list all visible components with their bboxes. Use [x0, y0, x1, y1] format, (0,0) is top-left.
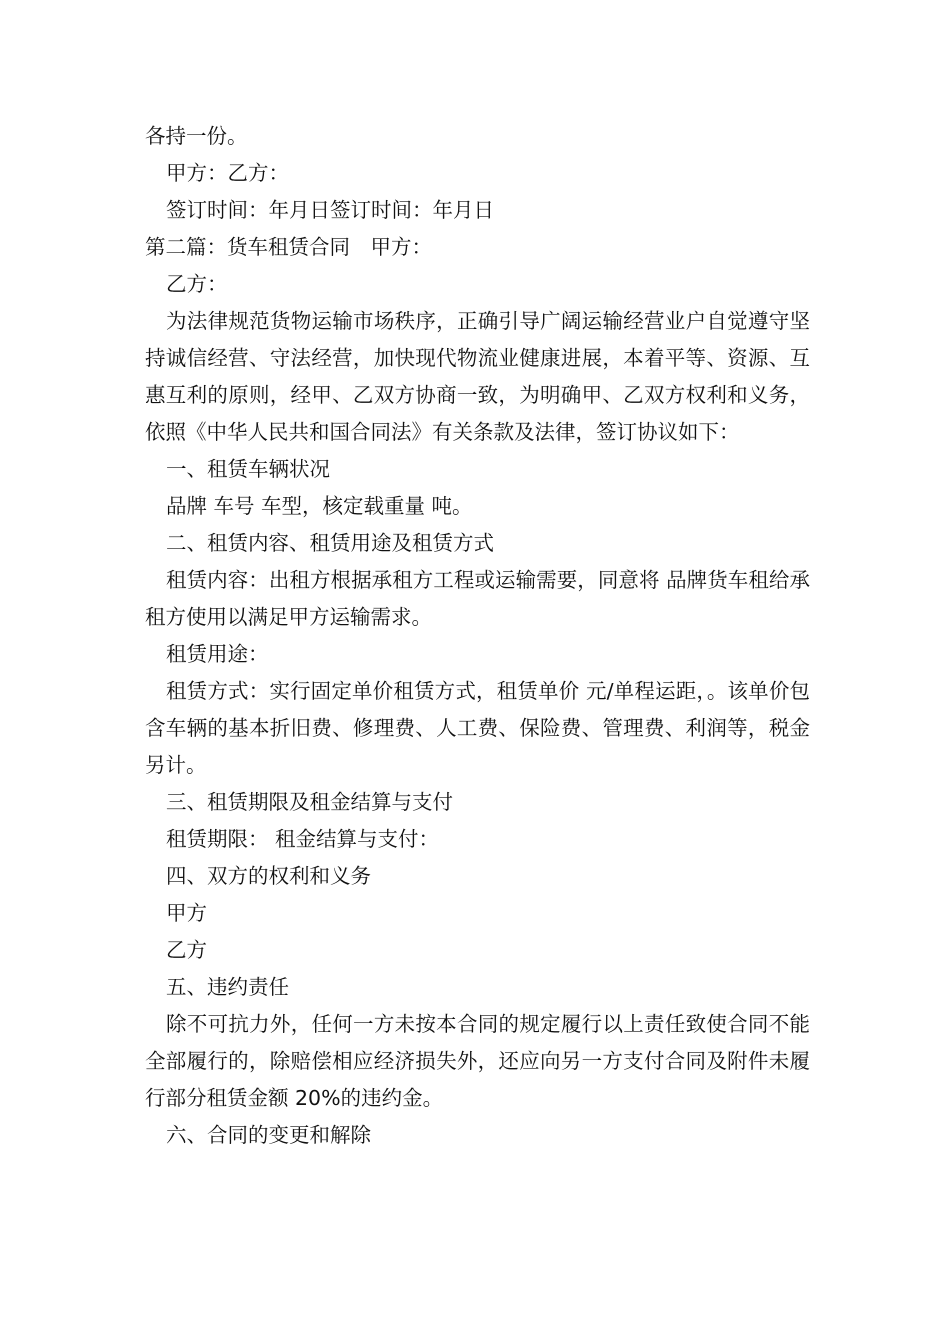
paragraph-lease-term: 租赁期限： 租金结算与支付： — [166, 827, 440, 851]
paragraph-lease-content: 租赁内容：出租方根据承租方工程或运输需要，同意将 品牌货车租给承租方使用以满足甲方运输需求。 — [145, 568, 810, 629]
heading-contract-change: 六、合同的变更和解除 — [166, 1123, 371, 1147]
paragraph-vehicle-details: 品牌 车号 车型，核定载重量 吨。 — [166, 494, 473, 518]
paragraph-party-b: 乙方： — [166, 272, 228, 296]
paragraph-party-b-label: 乙方 — [166, 938, 207, 962]
heading-lease-term: 三、租赁期限及租金结算与支付 — [166, 790, 453, 814]
heading-rights-obligations: 四、双方的权利和义务 — [166, 864, 371, 888]
paragraph-lease-purpose: 租赁用途： — [166, 642, 269, 666]
paragraph-lease-method: 租赁方式：实行固定单价租赁方式，租赁单价 元/单程运距，。该单价包含车辆的基本折旧费、修理费、人工费、保险费、管理费、利润等，税金另计。 — [145, 679, 810, 777]
paragraph-preamble: 为法律规范货物运输市场秩序，正确引导广阔运输经营业户自觉遵守坚持诚信经营、守法经营，加快现代物流业健康进展，本着平等、资源、互惠互利的原则，经甲、乙双方协商一致，为明确甲、乙双方权利和义务，依照《中华人民共和国合同法》有关条款及法律，签订协议如下： — [145, 309, 810, 444]
paragraph-parties-signature: 甲方：乙方： — [166, 161, 289, 185]
paragraph-copies: 各持一份。 — [145, 124, 248, 148]
paragraph-breach-liability: 除不可抗力外，任何一方未按本合同的规定履行以上责任致使合同不能全部履行的，除赔偿相应经济损失外，还应向另一方支付合同及附件未履行部分租赁金额 20%的违约金。 — [145, 1012, 810, 1110]
section-title-truck-lease: 第二篇：货车租赁合同 甲方： — [145, 235, 432, 259]
paragraph-party-a-label: 甲方 — [166, 901, 207, 925]
document-body — [145, 118, 810, 1154]
heading-breach-liability: 五、违约责任 — [166, 975, 289, 999]
paragraph-signing-date: 签订时间：年月日签订时间：年月日 — [166, 198, 494, 222]
heading-vehicle-status: 一、租赁车辆状况 — [166, 457, 330, 481]
heading-lease-content: 二、租赁内容、租赁用途及租赁方式 — [166, 531, 494, 555]
